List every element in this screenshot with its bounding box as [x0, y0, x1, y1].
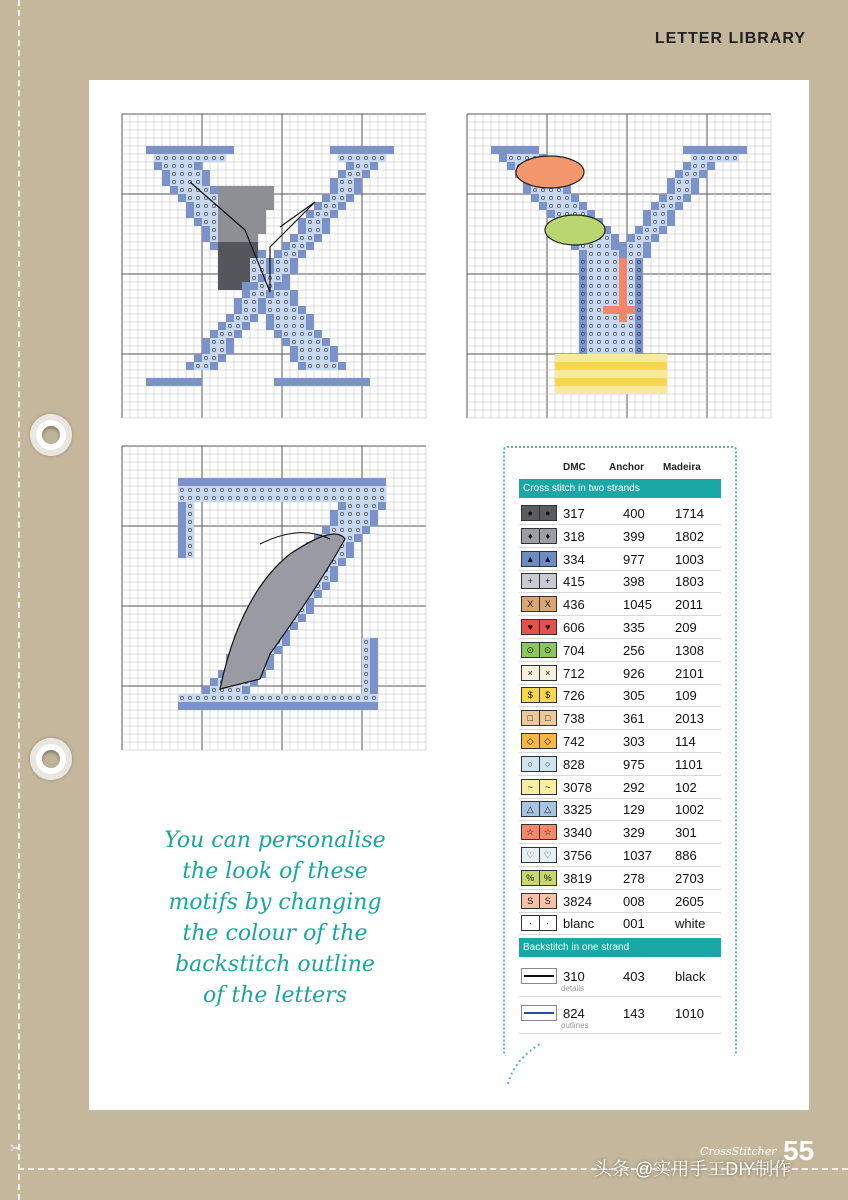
dmc-code: 3756: [563, 848, 592, 863]
swatch-symbol: +: [527, 576, 533, 587]
section-title: LETTER LIBRARY: [654, 30, 806, 47]
swatch-symbol: □: [527, 713, 533, 724]
thread-key: [503, 446, 737, 1056]
swatch: [521, 528, 557, 544]
swatch: [521, 779, 557, 795]
swatch: [521, 687, 557, 703]
swatch: [521, 893, 557, 909]
swatch-symbol: ◇: [539, 734, 557, 748]
anchor-code: 001: [623, 916, 645, 932]
note-line: of the letters: [203, 983, 347, 1008]
madeira-code: white: [675, 916, 706, 932]
swatch: [521, 847, 557, 863]
dmc-code: 738: [563, 711, 585, 727]
key-row: [519, 912, 721, 935]
anchor-code: 1037: [623, 848, 652, 863]
backstitch-row: [519, 999, 721, 1034]
key-row: [519, 707, 721, 730]
swatch: [521, 733, 557, 749]
key-row: [519, 890, 721, 913]
scissors-icon: ✂: [10, 1140, 22, 1156]
swatch-symbol: ~: [527, 781, 533, 792]
key-row: [519, 593, 721, 616]
dmc-code: 3824: [563, 893, 592, 909]
header-anchor: Anchor: [609, 462, 644, 473]
swatch-symbol: %: [526, 872, 535, 883]
dmc-code: blanc: [563, 916, 595, 932]
anchor-code: 129: [623, 802, 645, 818]
dmc-code: 3078: [563, 779, 592, 795]
dmc-code: 606: [563, 620, 585, 635]
madeira-code: 1803: [675, 574, 704, 590]
usage-note: outlines: [561, 1021, 589, 1030]
swatch-symbol: ·: [539, 916, 557, 930]
swatch-symbol: ♡: [526, 850, 535, 860]
anchor-code: 977: [623, 551, 645, 567]
anchor-code: 305: [623, 688, 645, 704]
note-line: the look of these: [182, 859, 368, 884]
anchor-code: 292: [623, 779, 645, 795]
chart-letter-y: [465, 112, 774, 421]
swatch: [521, 870, 557, 886]
madeira-code: 1003: [675, 551, 704, 567]
note-line: motifs by changing: [168, 890, 382, 915]
anchor-code: 303: [623, 734, 645, 749]
dmc-code: 3340: [563, 825, 592, 841]
madeira-code: 109: [675, 688, 697, 704]
swatch-symbol: ×: [527, 667, 533, 678]
anchor-code: 403: [623, 969, 645, 984]
key-row: [519, 616, 721, 639]
key-row: [519, 662, 721, 685]
madeira-code: 1802: [675, 528, 704, 544]
swatch-symbol: S: [527, 895, 534, 906]
madeira-code: 301: [675, 825, 697, 841]
swatch-symbol: ♥: [527, 622, 533, 632]
swatch-symbol: X: [527, 599, 534, 610]
swatch-symbol: $: [539, 688, 557, 702]
chart-x-grid: [120, 112, 429, 421]
anchor-code: 361: [623, 711, 645, 727]
key-row: [519, 844, 721, 867]
swatch-symbol: $: [527, 690, 533, 701]
dmc-code: 317: [563, 506, 585, 521]
swatch-symbol: ●: [539, 506, 557, 520]
anchor-code: 399: [623, 528, 645, 544]
swatch-symbol: ☆: [539, 825, 557, 839]
madeira-code: 2703: [675, 870, 704, 886]
chart-letter-x: [120, 112, 429, 421]
swatch: [521, 642, 557, 658]
madeira-code: 102: [675, 779, 697, 795]
swatch-symbol: ◇: [526, 736, 534, 746]
page-number: 55: [783, 1135, 815, 1166]
anchor-code: 143: [623, 1006, 645, 1021]
swatch-symbol: ~: [539, 780, 557, 794]
line-swatch: [521, 968, 557, 984]
swatch-symbol: %: [539, 871, 557, 885]
swatch-symbol: △: [526, 804, 534, 815]
key-row: [519, 570, 721, 593]
swatch-symbol: ●: [527, 508, 533, 518]
header-dmc: DMC: [563, 462, 586, 473]
key-row: [519, 798, 721, 821]
swatch-symbol: ♡: [539, 848, 557, 862]
chart-y-grid: [465, 112, 774, 421]
swatch-symbol: ⊙: [526, 644, 535, 655]
dmc-code: 415: [563, 574, 585, 590]
anchor-code: 926: [623, 665, 645, 681]
dmc-code: 334: [563, 551, 585, 567]
madeira-code: 2011: [675, 597, 703, 613]
swatch: [521, 824, 557, 840]
swatch-symbol: ☆: [526, 827, 535, 838]
note-line: backstitch outline: [175, 952, 375, 977]
note-line: the colour of the: [182, 921, 368, 946]
dmc-code: 742: [563, 734, 585, 749]
swatch-symbol: ▲: [525, 553, 535, 564]
madeira-code: black: [675, 969, 706, 984]
swatch-symbol: ○: [527, 758, 533, 769]
cut-line-left: [18, 0, 20, 1200]
anchor-code: 008: [623, 893, 645, 909]
chart-letter-z: [120, 444, 429, 753]
key-row: [519, 753, 721, 776]
madeira-code: 1002: [675, 802, 704, 818]
swatch-symbol: ▲: [539, 552, 557, 566]
madeira-code: 1010: [675, 1006, 704, 1021]
swatch: [521, 665, 557, 681]
dmc-code: 704: [563, 642, 585, 658]
anchor-code: 400: [623, 506, 645, 521]
swatch: [521, 619, 557, 635]
swatch-symbol: ⊙: [539, 643, 557, 657]
key-row: [519, 821, 721, 844]
key-row: [519, 639, 721, 662]
swatch-symbol: +: [539, 574, 557, 588]
swatch: [521, 915, 557, 931]
madeira-code: 886: [675, 848, 697, 863]
note-line: You can personalise: [164, 828, 386, 853]
chart-z-grid: [120, 444, 429, 753]
dmc-code: 3819: [563, 870, 592, 886]
anchor-code: 335: [623, 620, 645, 635]
anchor-code: 329: [623, 825, 645, 841]
key-row: [519, 684, 721, 707]
swatch: [521, 596, 557, 612]
swatch-symbol: ♦: [527, 530, 533, 541]
swatch: [521, 801, 557, 817]
anchor-code: 975: [623, 756, 645, 772]
binder-hole-top: [30, 414, 72, 456]
header-madeira: Madeira: [663, 462, 701, 473]
swatch: [521, 551, 557, 567]
usage-note: details: [561, 984, 585, 993]
dmc-code: 318: [563, 528, 585, 544]
swatch-symbol: □: [539, 711, 557, 725]
key-dotted-tail: [506, 1040, 546, 1090]
watermark: 头条 @实用手工DIY制作: [594, 1159, 792, 1179]
magazine-logo: CrossStitcher: [700, 1145, 777, 1158]
dmc-code: 824: [563, 1006, 585, 1021]
dmc-code: 828: [563, 756, 585, 772]
swatch-symbol: △: [539, 802, 557, 816]
swatch: [521, 756, 557, 772]
madeira-code: 209: [675, 620, 697, 635]
swatch-symbol: ×: [539, 666, 557, 680]
swatch-symbol: ·: [528, 918, 532, 929]
swatch-symbol: X: [539, 597, 557, 611]
madeira-code: 114: [675, 734, 696, 749]
dmc-code: 726: [563, 688, 585, 704]
swatch-symbol: ♦: [539, 529, 557, 543]
backstitch-band: Backstitch in one strand: [519, 938, 721, 957]
anchor-code: 398: [623, 574, 645, 590]
anchor-code: 1045: [623, 597, 652, 613]
swatch: [521, 505, 557, 521]
personalise-note: [160, 825, 390, 1011]
anchor-code: 278: [623, 870, 645, 886]
madeira-code: 1714: [675, 506, 704, 521]
key-row: [519, 502, 721, 525]
key-row: [519, 548, 721, 571]
madeira-code: 1308: [675, 642, 704, 658]
swatch-symbol: ○: [539, 757, 557, 771]
swatch: [521, 573, 557, 589]
dmc-code: 436: [563, 597, 585, 613]
key-row: [519, 867, 721, 890]
anchor-code: 256: [623, 642, 645, 658]
madeira-code: 1101: [675, 756, 703, 772]
backstitch-row: [519, 962, 721, 997]
dmc-code: 712: [563, 665, 585, 681]
madeira-code: 2101: [675, 665, 704, 681]
binder-hole-bottom: [30, 738, 72, 780]
swatch-symbol: S: [539, 894, 557, 908]
dmc-code: 3325: [563, 802, 592, 818]
cross-stitch-band: Cross stitch in two strands: [519, 479, 721, 498]
swatch: [521, 710, 557, 726]
swatch-symbol: ♥: [539, 620, 557, 634]
key-row: [519, 730, 721, 753]
madeira-code: 2605: [675, 893, 704, 909]
key-row: [519, 525, 721, 548]
key-row: [519, 776, 721, 799]
madeira-code: 2013: [675, 711, 704, 727]
dmc-code: 310: [563, 969, 585, 984]
line-swatch: [521, 1005, 557, 1021]
